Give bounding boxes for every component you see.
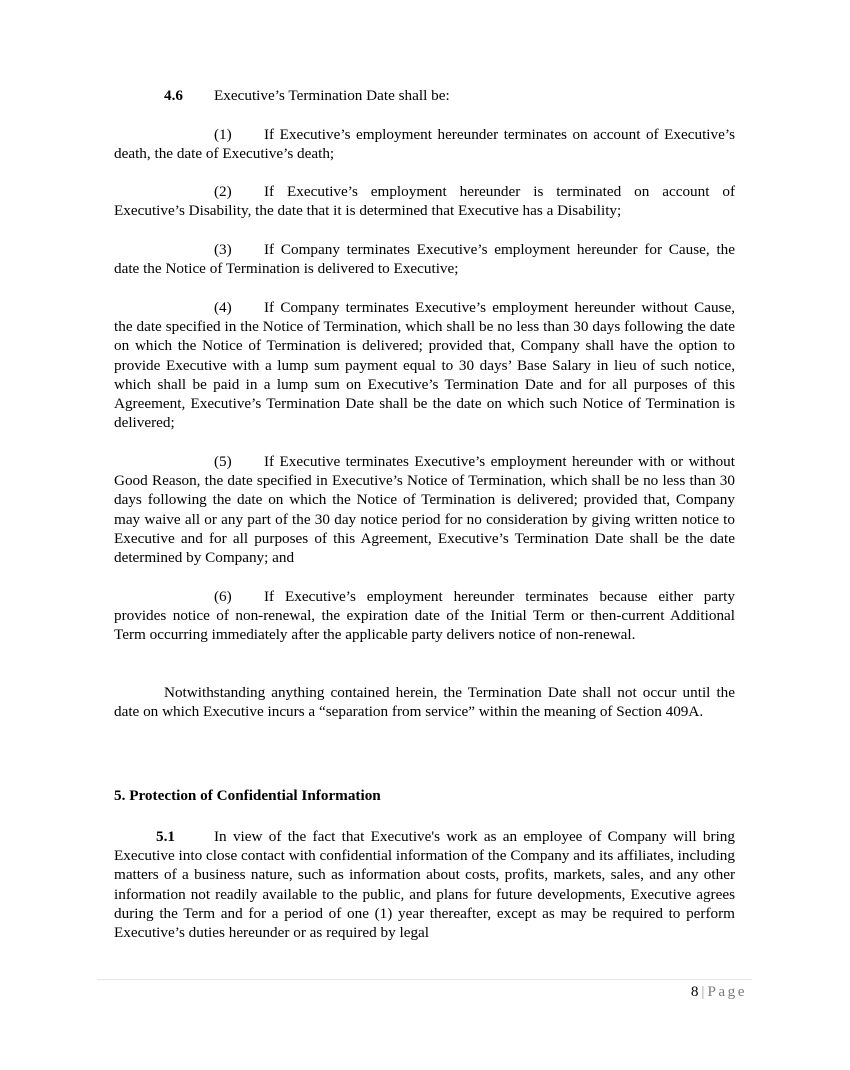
section-4-6-intro — [114, 86, 735, 105]
page-footer — [691, 983, 747, 1001]
termination-item-2 — [114, 182, 735, 220]
item-text: If Executive terminates Executive’s employment hereunder with or without Good Reason, the date specified in Executive’s Notice of Termination, which shall be no less than 30 days following the date on which the Notice of Termination is delivered; provided that, Company may waive all or any part of the 30 day notice period for no consideration by giving written notice to Executive and for all purposes of this Agreement, Executive’s Termination Date shall be the date determined by Company; and — [114, 453, 735, 567]
notwithstanding-paragraph: Notwithstanding anything contained herein, the Termination Date shall not occur until the date on which Executive incurs a “separation from service” within the meaning of Section 409A. — [114, 684, 735, 721]
section-5-heading: 5. Protection of Confidential Information — [114, 787, 381, 804]
section-5-1-paragraph — [114, 827, 735, 942]
item-text: If Executive’s employment hereunder terminates on account of Executive’s death, the date of Executive’s death; — [114, 126, 735, 163]
section-5-1-text: In view of the fact that Executive's work as an employee of Company will bring Executive into close contact with confidential information of the Company and its affiliates, including matters of a business nature, such as information about costs, profits, markets, sales, and any other information not readily available to the public, and plans for future developments, Executive agrees during the Term and for a period of one (1) year thereafter, except as may be required to perform Executive’s duties hereunder or as required by legal — [114, 828, 735, 942]
item-text: If Company terminates Executive’s employment hereunder for Cause, the date the Notice of Termination is delivered to Executive; — [114, 241, 735, 278]
page-number: 8 — [690, 983, 699, 1000]
section-number: 4.6 — [164, 87, 183, 104]
termination-item-1 — [114, 125, 735, 163]
termination-item-3 — [114, 240, 735, 278]
item-text: If Executive’s employment hereunder terminates because either party provides notice of non-renewal, the expiration date of the Initial Term or then-current Additional Term occurring immediately after the applicable party delivers notice of non-renewal. — [114, 588, 735, 644]
item-number: (6) — [214, 588, 232, 605]
footer-separator: | — [701, 983, 705, 1000]
section-number: 5.1 — [156, 828, 175, 845]
footer-divider — [97, 979, 752, 980]
item-number: (3) — [214, 241, 232, 258]
page-label: Page — [707, 983, 747, 1000]
section-intro-text: Executive’s Termination Date shall be: — [214, 87, 450, 104]
item-text: If Company terminates Executive’s employment hereunder without Cause, the date specified in the Notice of Termination, which shall be no less than 30 days following the date on which the Notice of Termination is delivered; provided that, Company shall have the option to provide Executive with a lump sum payment equal to 30 days’ Base Salary in lieu of such notice, which shall be paid in a lump sum on Executive’s Termination Date and for all purposes of this Agreement, Executive’s Termination Date shall be the date on which such Notice of Termination is delivered; — [114, 299, 735, 432]
item-text: If Executive’s employment hereunder is terminated on account of Executive’s Disability, the date that it is determined that Executive has a Disability; — [114, 183, 735, 220]
item-number: (2) — [214, 183, 232, 200]
item-number: (4) — [214, 299, 232, 316]
termination-item-5 — [114, 452, 735, 567]
termination-item-6 — [114, 587, 735, 645]
termination-item-4 — [114, 298, 735, 432]
item-number: (1) — [214, 126, 232, 143]
item-number: (5) — [214, 453, 232, 470]
